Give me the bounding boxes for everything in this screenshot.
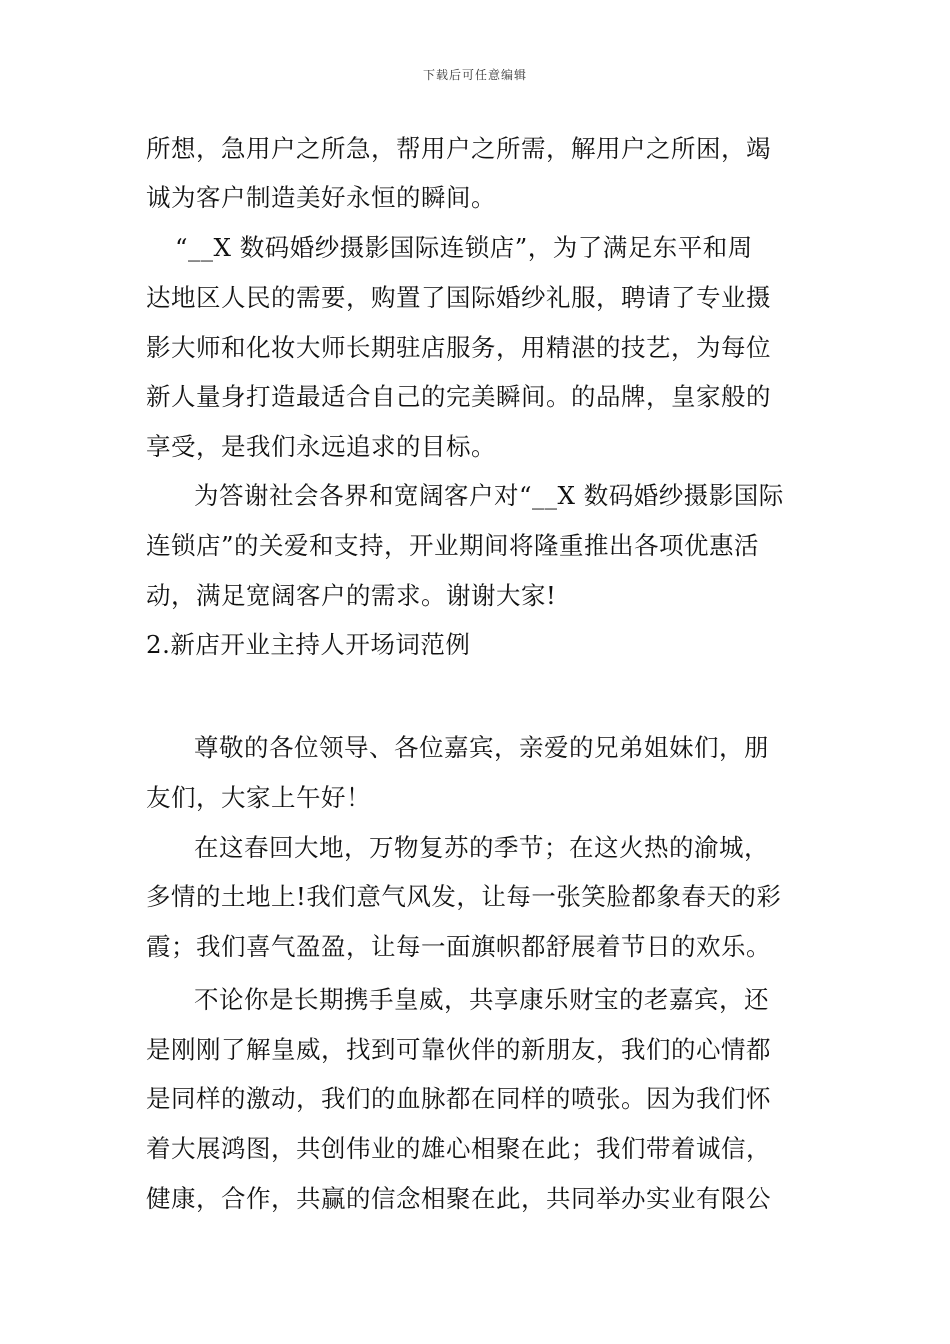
text-line: 不论你是长期携手皇威，共享康乐财宝的老嘉宾，还 — [194, 985, 769, 1014]
text-line: 在这春回大地，万物复苏的季节；在这火热的渝城， — [194, 833, 769, 862]
text-line: 霞；我们喜气盈盈，让每一面旗帜都舒展着节日的欢乐。 — [146, 932, 771, 961]
page-header-note: 下载后可任意编辑 — [422, 68, 527, 82]
section-heading: 2.新店开业主持人开场词范例 — [146, 630, 471, 659]
text-line: 新人量身打造最适合自己的完美瞬间。的品牌，皇家般的 — [146, 382, 771, 411]
text-line: “__X 数码婚纱摄影国际连锁店”，为了满足东平和周 — [175, 233, 753, 262]
text-line: 健康，合作，共赢的信念相聚在此，共同举办实业有限公 — [146, 1184, 771, 1213]
text-line: 友们，大家上午好！ — [146, 783, 371, 812]
text-line: 连锁店”的关爱和支持，开业期间将隆重推出各项优惠活 — [146, 531, 760, 560]
text-line: 享受，是我们永远追求的目标。 — [146, 432, 496, 461]
text-line: 尊敬的各位领导、各位嘉宾，亲爱的兄弟姐妹们，朋 — [194, 733, 769, 762]
text-line: 是刚刚了解皇威，找到可靠伙伴的新朋友，我们的心情都 — [146, 1035, 771, 1064]
text-line: 影大师和化妆大师长期驻店服务，用精湛的技艺，为每位 — [146, 333, 771, 362]
text-line: 达地区人民的需要，购置了国际婚纱礼服，聘请了专业摄 — [146, 283, 771, 312]
text-line: 多情的土地上!我们意气风发，让每一张笑脸都象春天的彩 — [146, 882, 782, 911]
text-line: 诚为客户制造美好永恒的瞬间。 — [146, 183, 496, 212]
text-line: 是同样的激动，我们的血脉都在同样的喷张。因为我们怀 — [146, 1084, 771, 1113]
text-line: 所想，急用户之所急，帮用户之所需，解用户之所困，竭 — [146, 134, 771, 163]
text-line: 动，满足宽阔客户的需求。谢谢大家! — [146, 581, 557, 610]
text-line: 为答谢社会各界和宽阔客户对“__X 数码婚纱摄影国际 — [194, 481, 784, 510]
text-line: 着大展鸿图，共创伟业的雄心相聚在此；我们带着诚信， — [146, 1134, 771, 1163]
